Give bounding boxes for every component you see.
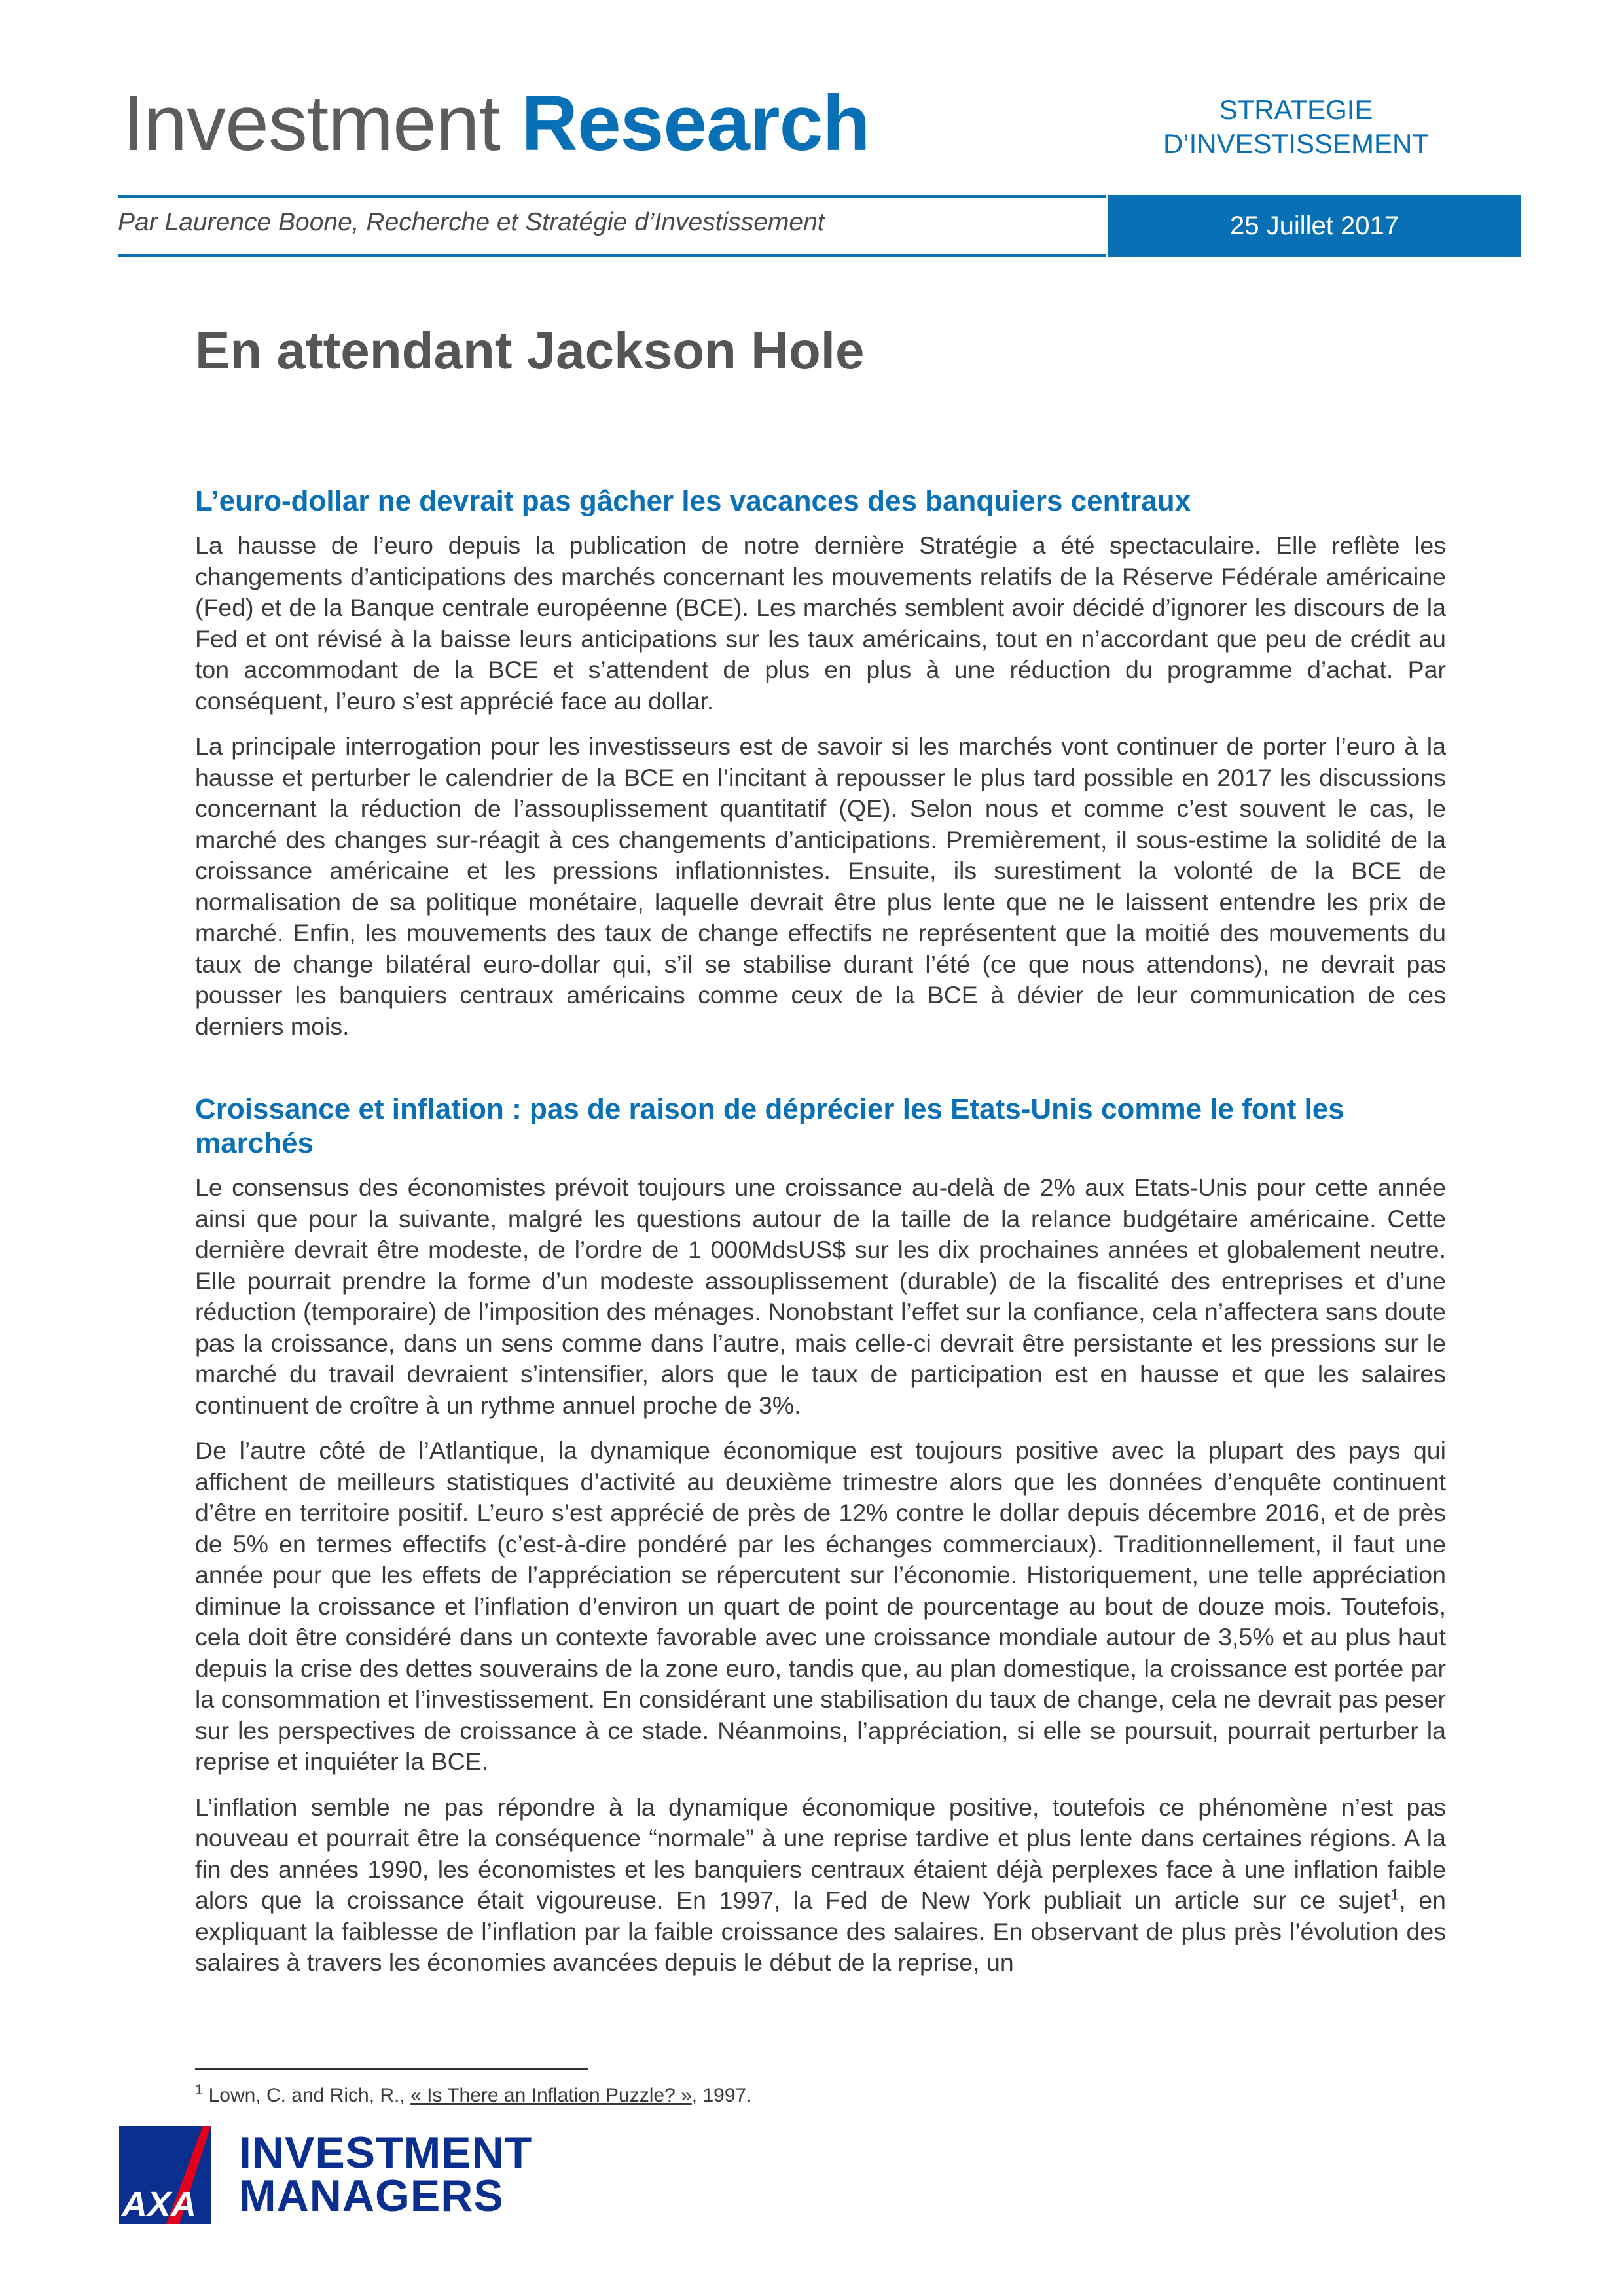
masthead: [122, 79, 870, 167]
byline: Par Laurence Boone, Recherche et Stratégie d’Investissement: [118, 208, 825, 236]
category-line-1: STRATEGIE: [1219, 94, 1373, 125]
paragraph: Le consensus des économistes prévoit toujours une croissance au-delà de 2% aux Etats-Unis pour cette année ainsi que pour la suivante, malgré les questions autour de la taille de la relance budgétaire américaine. Cette dernière devrait être modeste, de l’ordre de 1 000MdsUS$ sur les dix prochaines années et globalement neutre. Elle pourrait prendre la forme d’un modeste assouplissement (durable) de la fiscalité des entreprises et d’une réduction (temporaire) de l’imposition des ménages. Nonobstant l’effet sur la confiance, cela n’affectera sans doute pas la croissance, dans un sens comme dans l’autre, mais celle-ci devrait être persistante et les pressions sur le marché du travail devraient s’intensifier, alors que le taux de participation est en hausse et que les salaires continuent de croître à un rythme annuel proche de 3%.: [195, 1174, 1446, 1419]
logo-line-1: INVESTMENT: [239, 2128, 533, 2178]
masthead-light: Investment: [122, 79, 522, 167]
logo-line-2: MANAGERS: [239, 2171, 504, 2221]
paragraph: De l’autre côté de l’Atlantique, la dynamique économique est toujours positive avec la plupart des pays qui affichent de meilleurs statistiques d’activité au deuxième trimestre alors que les données d’enquête continuent d’être en territoire positif. L’euro s’est apprécié de près de 12% contre le dollar depuis décembre 2016, et de près de 5% en termes effectifs (c’est-à-dire pondéré par les échanges commerciaux). Traditionnellement, il faut une année pour que les effets de l’appréciation se répercutent sur l’économie. Historiquement, une telle appréciation diminue la croissance et l’inflation d’environ un quart de point de pourcentage au bout de douze mois. Toutefois, cela doit être considéré dans un contexte favorable avec une croissance mondiale autour de 3,5% et au plus haut depuis la crise des dettes souverains de la zone euro, tandis que, au plan domestique, la croissance est portée par la consommation et l’investissement. En considérant une stabilisation du taux de change, cela ne devrait pas peser sur les perspectives de croissance à ce stade. Néanmoins, l’appréciation, si elle se poursuit, pourrait perturber la reprise et inquiéter la BCE.: [195, 1437, 1446, 1775]
footnote-authors: Lown, C. and Rich, R.,: [203, 2085, 411, 2106]
paragraph-text: L’inflation semble ne pas répondre à la dynamique économique positive, toutefois ce phénomène n’est pas nouveau et pourrait être la conséquence “normale” à une reprise tardive et plus lente dans certaines régions. A la fin des années 1990, les économistes et les banquiers centraux étaient déjà perplexes face à une inflation faible alors que la croissance était vigoureuse. En 1997, la Fed de New York publiait un article sur ce sujet: [195, 1793, 1446, 1914]
masthead-bold: Research: [521, 79, 870, 167]
section-heading-1: L’euro-dollar ne devrait pas gâcher les vacances des banquiers centraux: [195, 485, 1191, 517]
paragraph-text: , en expliquant la faiblesse de l’inflation par la faible croissance des salaires. En observant de plus près l’évolution des salaires à travers les économies avancées depuis le début de la reprise, un: [195, 1886, 1446, 1976]
section-spacer: [195, 1056, 1446, 1092]
header-rule-bottom: [118, 254, 1106, 257]
paragraph: La hausse de l’euro depuis la publication de notre dernière Stratégie a été spectaculaire. Elle reflète les changements d’anticipations des marchés concernant les mouvements relatifs de la Réserve Fédérale américaine (Fed) et de la Banque centrale européenne (BCE). Les marchés semblent avoir décidé d’ignorer les discours de la Fed et ont révisé à la baisse leurs anticipations sur les taux américains, tout en n’accordant que peu de crédit au ton accommodant de la BCE et s’attendent de plus en plus à une réduction du programme d’achat. Par conséquent, l’euro s’est apprécié face au dollar.: [195, 531, 1446, 715]
header-rule-top: [118, 195, 1106, 198]
category-label: [1113, 93, 1479, 161]
paragraph: La principale interrogation pour les investisseurs est de savoir si les marchés vont continuer de porter l’euro à la hausse et perturber le calendrier de la BCE en l’incitant à repousser le plus tard possible en 2017 les discussions concernant la réduction de l’assouplissement quantitatif (QE). Selon nous et comme c’est souvent le cas, le marché des changes sur-réagit à ces changements d’anticipations. Premièrement, il sous-estime la solidité de la croissance américaine et les pressions inflationnistes. Ensuite, ils surestiment la volonté de la BCE de normalisation de sa politique monétaire, laquelle devrait être plus lente que ne le laissent entendre les prix de marché. Enfin, les mouvements des taux de change effectifs ne représentent que la moitié des mouvements du taux de change bilatéral euro-dollar qui, s’il se stabilise durant l’été (ce que nous attendons), ne devrait pas pousser les banquiers centraux américains comme ceux de la BCE à dévier de leur communication de ces derniers mois.: [195, 732, 1446, 1040]
paragraph-with-footnote: [195, 1792, 1446, 1979]
category-line-2: D’INVESTISSEMENT: [1163, 128, 1430, 159]
footnote-year: , 1997.: [691, 2085, 752, 2106]
date-badge: 25 Juillet 2017: [1108, 195, 1521, 257]
section-heading-2: Croissance et inflation : pas de raison de déprécier les Etats-Unis comme le font les marchés: [195, 1093, 1344, 1159]
axa-logo-icon: [119, 2126, 211, 2224]
axa-mark-text: AXA: [122, 2185, 197, 2224]
footnote-separator: [195, 2068, 588, 2070]
axa-mark-svg: [119, 2126, 211, 2224]
document-title: En attendant Jackson Hole: [195, 321, 865, 380]
article-body: [195, 484, 1446, 1993]
footnote-link[interactable]: « Is There an Inflation Puzzle? »: [410, 2085, 692, 2106]
footnote-reference[interactable]: 1: [1390, 1886, 1399, 1904]
footnote: [195, 2081, 752, 2107]
logo-wordmark: [239, 2128, 533, 2221]
footnote-number: 1: [195, 2081, 204, 2098]
